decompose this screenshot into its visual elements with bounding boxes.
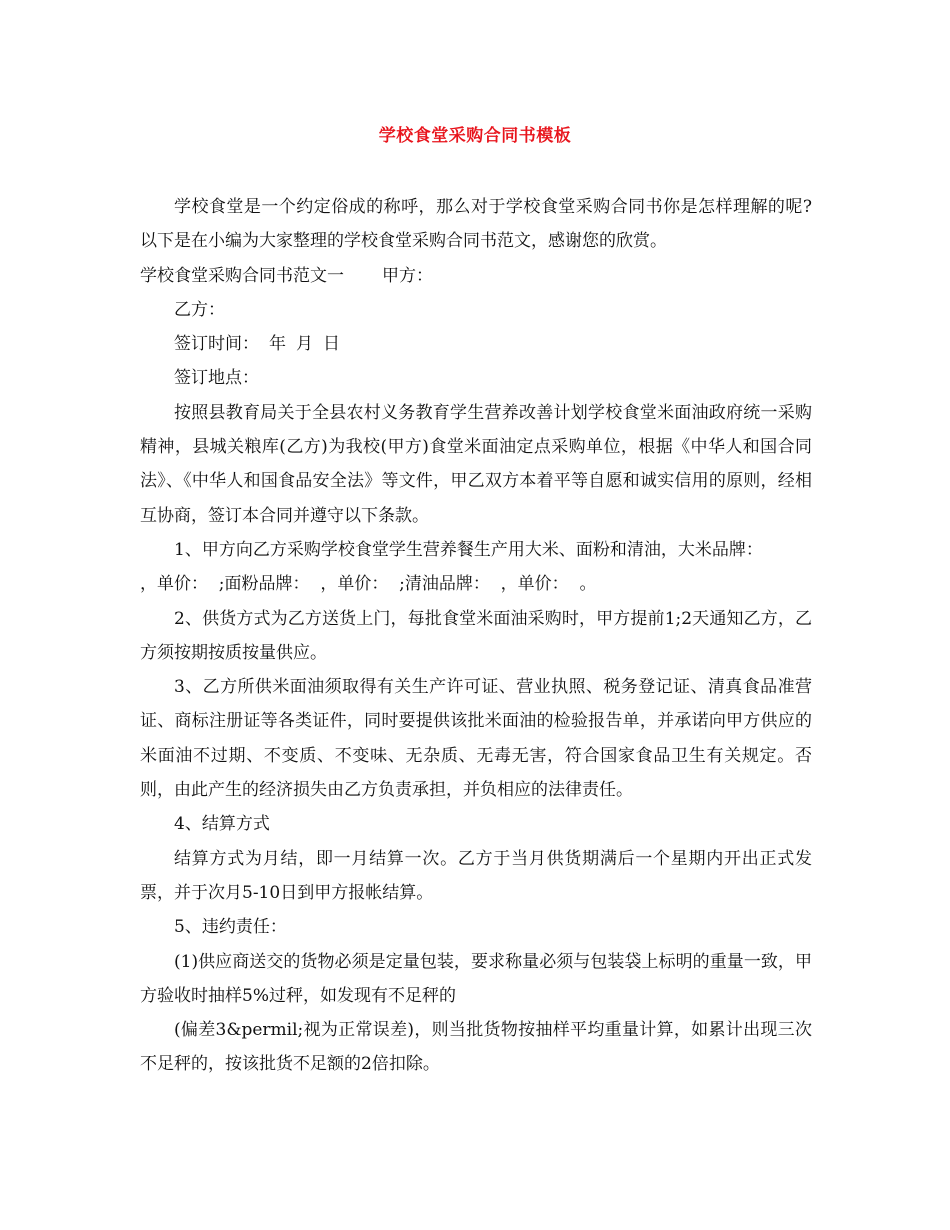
clause-3: 3、乙方所供米面油须取得有关生产许可证、营业执照、税务登记证、清真食品准营证、商标注册证等各类证件，同时要提供该批米面油的检验报告单，并承诺向甲方供应的米面油不过期、不变质、不变味、无杂质、无毒无害，符合国家食品卫生有关规定。否则，由此产生的经济损失由乙方负责承担，并负相应的法律责任。 — [140, 677, 812, 801]
sign-time-label: 签订时间： — [174, 334, 259, 355]
clause-5-heading: 5、违约责任： — [174, 917, 287, 938]
document-body — [140, 190, 812, 1082]
intro-paragraph: 学校食堂是一个约定俗成的称呼，那么对于学校食堂采购合同书你是怎样理解的呢?以下是在小编为大家整理的学校食堂采购合同书范文，感谢您的欣赏。 — [140, 197, 812, 252]
clause-4-body: 结算方式为月结，即一月结算一次。乙方于当月供货期满后一个星期内开出正式发票，并于次月5-10日到甲方报帐结算。 — [140, 848, 812, 903]
sign-time-year: 年 — [269, 334, 286, 355]
sample-heading-line — [140, 259, 812, 293]
clause-2: 2、供货方式为乙方送货上门，每批食堂米面油采购时，甲方提前1;2天通知乙方，乙方须按期按质按量供应。 — [140, 608, 812, 663]
sign-time-line — [140, 327, 812, 361]
clause-1: 1、甲方向乙方采购学校食堂学生营养餐生产用大米、面粉和清油，大米品牌： — [174, 539, 763, 560]
clause-4-heading: 4、结算方式 — [174, 814, 270, 835]
party-a-label: 甲方： — [382, 265, 433, 286]
sign-place-label: 签订地点： — [174, 368, 259, 389]
preamble-paragraph: 按照县教育局关于全县农村义务教育学生营养改善计划学校食堂米面油政府统一采购精神，县城关粮库(乙方)为我校(甲方)食堂米面油定点采购单位，根据《中华人和国合同法》、《中华人和国食品安全法》等文件，甲乙双方本着平等自愿和诚实信用的原则，经相互协商，签订本合同并遵守以下条款。 — [140, 402, 812, 526]
clause-5-item-1-continued: (偏差3&permil;视为正常误差)，则当批货物按抽样平均重量计算，如累计出现三次不足秤的，按该批货不足额的2倍扣除。 — [140, 1020, 812, 1075]
sample-heading: 学校食堂采购合同书范文一 — [140, 265, 344, 286]
sign-time-month: 月 — [296, 334, 313, 355]
party-b-label: 乙方： — [174, 299, 225, 320]
clause-1-continued: ，单价： ;面粉品牌： ，单价： ;清油品牌： ，单价： 。 — [140, 574, 597, 595]
sign-time-day: 日 — [323, 334, 340, 355]
document-title: 学校食堂采购合同书模板 — [378, 126, 572, 146]
clause-5-item-1: (1)供应商送交的货物必须是定量包装，要求称量必须与包装袋上标明的重量一致，甲方验收时抽样5%过秤，如发现有不足秤的 — [140, 951, 812, 1006]
